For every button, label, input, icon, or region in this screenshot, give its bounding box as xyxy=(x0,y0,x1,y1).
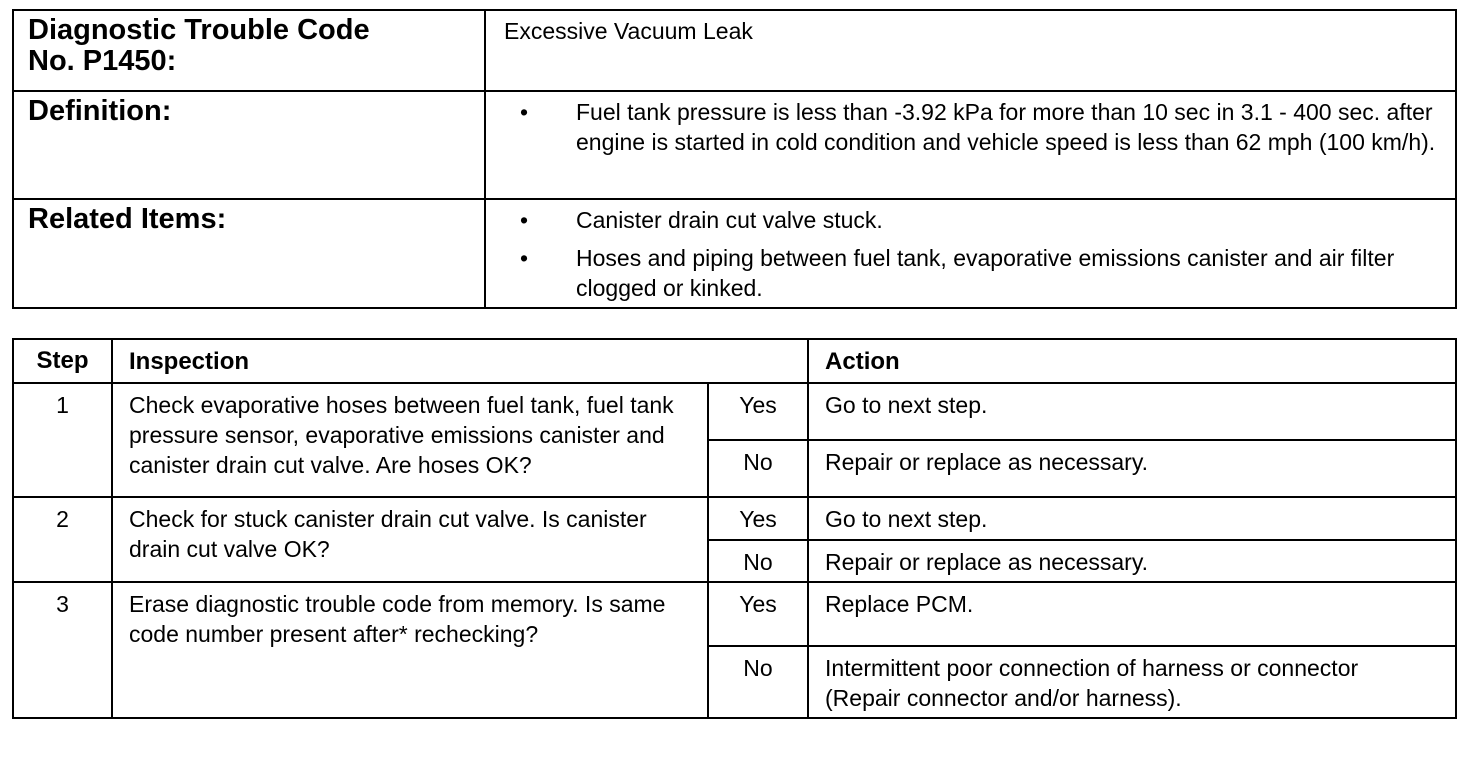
related-item-text: Hoses and piping between fuel tank, evaporative emissions canister and air filter clogged or kinked. xyxy=(576,245,1395,301)
step-number: 3 xyxy=(13,582,112,718)
yes-action: Replace PCM. xyxy=(808,582,1456,646)
definition-label: Definition: xyxy=(13,91,485,199)
dtc-row xyxy=(13,10,1456,91)
related-items-row xyxy=(13,199,1456,308)
related-items-list xyxy=(504,205,1437,303)
dtc-label-line1: Diagnostic Trouble Code xyxy=(28,14,370,46)
step-header: Step xyxy=(13,339,112,383)
table-row xyxy=(13,582,1456,646)
related-items-label: Related Items: xyxy=(13,199,485,308)
step-number: 1 xyxy=(13,383,112,497)
table-row xyxy=(13,497,1456,540)
dtc-info-table xyxy=(12,9,1457,309)
definition-value xyxy=(485,91,1456,199)
related-item xyxy=(504,243,1437,303)
no-label: No xyxy=(708,540,808,582)
inspection-text: Erase diagnostic trouble code from memory. Is same code number present after* rechecking? xyxy=(112,582,708,718)
bullet-icon: • xyxy=(520,245,529,271)
yes-label: Yes xyxy=(708,497,808,540)
yes-action: Go to next step. xyxy=(808,497,1456,540)
dtc-label xyxy=(13,10,485,91)
inspection-steps-table xyxy=(12,338,1457,719)
yes-label: Yes xyxy=(708,582,808,646)
no-action: Intermittent poor connection of harness or connector (Repair connector and/or harness). xyxy=(808,646,1456,718)
yes-label: Yes xyxy=(708,383,808,440)
definition-item xyxy=(504,97,1437,157)
bullet-icon: • xyxy=(520,99,529,125)
related-item-text: Canister drain cut valve stuck. xyxy=(576,207,883,233)
inspection-text: Check for stuck canister drain cut valve. Is canister drain cut valve OK? xyxy=(112,497,708,582)
action-header: Action xyxy=(808,339,1456,383)
inspection-header: Inspection xyxy=(112,339,808,383)
dtc-value: Excessive Vacuum Leak xyxy=(485,10,1456,91)
step-number: 2 xyxy=(13,497,112,582)
bullet-icon: • xyxy=(520,207,529,233)
table-header-row xyxy=(13,339,1456,383)
inspection-text: Check evaporative hoses between fuel tank, fuel tank pressure sensor, evaporative emissions canister and canister drain cut valve. Are hoses OK? xyxy=(112,383,708,497)
related-items-value xyxy=(485,199,1456,308)
no-label: No xyxy=(708,646,808,718)
no-action: Repair or replace as necessary. xyxy=(808,440,1456,497)
definition-list xyxy=(504,97,1437,157)
table-row xyxy=(13,383,1456,440)
related-item xyxy=(504,205,1437,235)
no-label: No xyxy=(708,440,808,497)
no-action: Repair or replace as necessary. xyxy=(808,540,1456,582)
definition-row xyxy=(13,91,1456,199)
dtc-label-line2: No. P1450: xyxy=(28,45,177,77)
definition-text: Fuel tank pressure is less than -3.92 kPa for more than 10 sec in 3.1 - 400 sec. after engine is started in cold condition and vehicle speed is less than 62 mph (100 km/h). xyxy=(576,99,1436,155)
yes-action: Go to next step. xyxy=(808,383,1456,440)
